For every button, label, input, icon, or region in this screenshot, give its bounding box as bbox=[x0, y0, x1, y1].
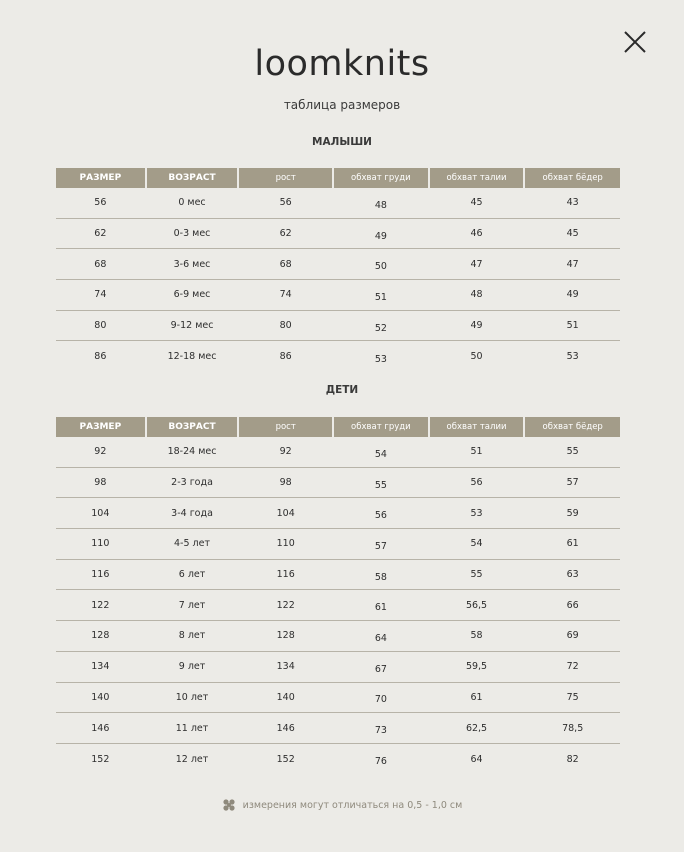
table-cell: 0 мес bbox=[178, 197, 206, 209]
table-cell: 53 bbox=[374, 353, 387, 365]
table-cell: 152 bbox=[91, 753, 110, 765]
table-cell: 3-4 года bbox=[171, 507, 213, 519]
table-row bbox=[56, 311, 620, 342]
table-cell: 58 bbox=[470, 630, 483, 642]
column-header: обхват бёдер bbox=[525, 417, 620, 437]
table-cell: 8 лет bbox=[178, 630, 206, 642]
table-cell: 58 bbox=[374, 571, 387, 583]
section-title-kids: ДЕТИ bbox=[325, 384, 359, 396]
page-subtitle: таблица размеров bbox=[283, 98, 401, 112]
table-cell: 66 bbox=[566, 599, 579, 611]
table-cell: 55 bbox=[374, 479, 387, 491]
size-table-babies bbox=[56, 168, 620, 372]
table-cell: 68 bbox=[279, 258, 292, 270]
table-cell: 122 bbox=[276, 599, 295, 611]
brand-logo: loomknits bbox=[254, 44, 430, 84]
table-row bbox=[56, 219, 620, 250]
table-cell: 146 bbox=[91, 722, 110, 734]
table-cell: 52 bbox=[374, 322, 387, 334]
table-cell: 128 bbox=[91, 630, 110, 642]
table-row bbox=[56, 188, 620, 219]
table-cell: 45 bbox=[470, 197, 483, 209]
table-cell: 134 bbox=[276, 661, 295, 673]
table-cell: 55 bbox=[566, 446, 579, 458]
table-cell: 53 bbox=[470, 507, 483, 519]
table-cell: 9-12 мес bbox=[170, 320, 214, 332]
table-cell: 48 bbox=[374, 199, 387, 211]
table-cell: 104 bbox=[276, 507, 295, 519]
table-cell: 49 bbox=[470, 320, 483, 332]
table-cell: 7 лет bbox=[178, 599, 206, 611]
column-header: рост bbox=[239, 417, 332, 437]
table-cell: 69 bbox=[566, 630, 579, 642]
table-cell: 48 bbox=[470, 289, 483, 301]
table-cell: 68 bbox=[94, 258, 107, 270]
table-row bbox=[56, 498, 620, 529]
table-cell: 110 bbox=[91, 538, 110, 550]
table-cell: 104 bbox=[91, 507, 110, 519]
table-cell: 140 bbox=[91, 691, 110, 703]
table-cell: 0-3 мес bbox=[173, 228, 211, 240]
table-cell: 152 bbox=[276, 753, 295, 765]
table-cell: 12-18 мес bbox=[167, 351, 217, 363]
table-cell: 10 лет bbox=[175, 691, 209, 703]
table-cell: 50 bbox=[470, 351, 483, 363]
table-row bbox=[56, 280, 620, 311]
table-cell: 59 bbox=[566, 507, 579, 519]
table-row bbox=[56, 744, 620, 775]
table-cell: 62 bbox=[94, 228, 107, 240]
table-cell: 2-3 года bbox=[171, 477, 213, 489]
table-cell: 56 bbox=[279, 197, 292, 209]
column-header: обхват талии bbox=[430, 417, 524, 437]
table-row bbox=[56, 621, 620, 652]
table-cell: 74 bbox=[279, 289, 292, 301]
column-header: обхват бёдер bbox=[525, 168, 620, 188]
table-cell: 92 bbox=[94, 446, 107, 458]
table-row bbox=[56, 683, 620, 714]
table-cell: 146 bbox=[276, 722, 295, 734]
table-cell: 54 bbox=[470, 538, 483, 550]
table-cell: 55 bbox=[470, 569, 483, 581]
table-cell: 80 bbox=[279, 320, 292, 332]
table-cell: 72 bbox=[566, 661, 579, 673]
column-header: РАЗМЕР bbox=[56, 168, 145, 188]
table-cell: 82 bbox=[566, 753, 579, 765]
table-cell: 56 bbox=[374, 510, 387, 522]
table-cell: 122 bbox=[91, 599, 110, 611]
table-cell: 43 bbox=[566, 197, 579, 209]
table-cell: 56,5 bbox=[465, 599, 488, 611]
table-cell: 86 bbox=[279, 351, 292, 363]
table-cell: 110 bbox=[276, 538, 295, 550]
table-cell: 76 bbox=[374, 756, 387, 768]
table-cell: 64 bbox=[470, 753, 483, 765]
column-header: ВОЗРАСТ bbox=[147, 417, 238, 437]
footnote bbox=[0, 798, 684, 812]
table-header bbox=[56, 417, 620, 437]
table-body bbox=[56, 437, 620, 775]
table-cell: 98 bbox=[279, 477, 292, 489]
table-body bbox=[56, 188, 620, 372]
table-cell: 51 bbox=[374, 291, 387, 303]
table-cell: 75 bbox=[566, 691, 579, 703]
table-cell: 67 bbox=[374, 663, 387, 675]
table-cell: 11 лет bbox=[175, 722, 209, 734]
column-header: ВОЗРАСТ bbox=[147, 168, 238, 188]
table-cell: 45 bbox=[566, 228, 579, 240]
table-cell: 46 bbox=[470, 228, 483, 240]
table-cell: 47 bbox=[566, 258, 579, 270]
table-cell: 57 bbox=[566, 477, 579, 489]
table-cell: 86 bbox=[94, 351, 107, 363]
table-cell: 6 лет bbox=[178, 569, 206, 581]
table-cell: 6-9 мес bbox=[173, 289, 211, 301]
table-cell: 116 bbox=[91, 569, 110, 581]
table-cell: 70 bbox=[374, 694, 387, 706]
table-cell: 61 bbox=[566, 538, 579, 550]
table-cell: 47 bbox=[470, 258, 483, 270]
table-row bbox=[56, 468, 620, 499]
table-cell: 56 bbox=[94, 197, 107, 209]
table-cell: 59,5 bbox=[465, 661, 488, 673]
table-cell: 98 bbox=[94, 477, 107, 489]
section-title-babies: МАЛЫШИ bbox=[312, 136, 372, 148]
table-row bbox=[56, 249, 620, 280]
flower-icon bbox=[222, 798, 236, 812]
table-row bbox=[56, 652, 620, 683]
table-cell: 56 bbox=[470, 477, 483, 489]
table-cell: 64 bbox=[374, 632, 387, 644]
table-cell: 49 bbox=[566, 289, 579, 301]
table-cell: 62,5 bbox=[465, 722, 488, 734]
table-cell: 63 bbox=[566, 569, 579, 581]
table-cell: 57 bbox=[374, 540, 387, 552]
table-row bbox=[56, 713, 620, 744]
table-cell: 61 bbox=[470, 691, 483, 703]
table-cell: 51 bbox=[566, 320, 579, 332]
table-cell: 116 bbox=[276, 569, 295, 581]
column-header: обхват талии bbox=[430, 168, 524, 188]
table-cell: 74 bbox=[94, 289, 107, 301]
table-cell: 49 bbox=[374, 230, 387, 242]
table-cell: 54 bbox=[374, 448, 387, 460]
column-header: обхват груди bbox=[334, 168, 428, 188]
table-cell: 134 bbox=[91, 661, 110, 673]
table-cell: 140 bbox=[276, 691, 295, 703]
table-cell: 128 bbox=[276, 630, 295, 642]
table-cell: 4-5 лет bbox=[174, 538, 211, 550]
column-header: обхват груди bbox=[334, 417, 428, 437]
table-cell: 50 bbox=[374, 261, 387, 273]
column-header: РАЗМЕР bbox=[56, 417, 145, 437]
table-cell: 61 bbox=[374, 602, 387, 614]
table-cell: 62 bbox=[279, 228, 292, 240]
table-cell: 53 bbox=[566, 351, 579, 363]
footnote-text: измерения могут отличаться на 0,5 - 1,0 см bbox=[242, 799, 463, 811]
size-table-kids bbox=[56, 417, 620, 775]
table-row bbox=[56, 590, 620, 621]
table-cell: 73 bbox=[374, 725, 387, 737]
table-cell: 80 bbox=[94, 320, 107, 332]
table-cell: 12 лет bbox=[175, 753, 209, 765]
table-cell: 3-6 мес bbox=[173, 258, 211, 270]
table-cell: 9 лет bbox=[178, 661, 206, 673]
column-header: рост bbox=[239, 168, 332, 188]
table-row bbox=[56, 560, 620, 591]
table-row bbox=[56, 437, 620, 468]
table-cell: 18-24 мес bbox=[167, 446, 217, 458]
table-row bbox=[56, 529, 620, 560]
table-row bbox=[56, 341, 620, 372]
table-cell: 92 bbox=[279, 446, 292, 458]
table-header bbox=[56, 168, 620, 188]
table-cell: 51 bbox=[470, 446, 483, 458]
table-cell: 78,5 bbox=[562, 722, 584, 734]
